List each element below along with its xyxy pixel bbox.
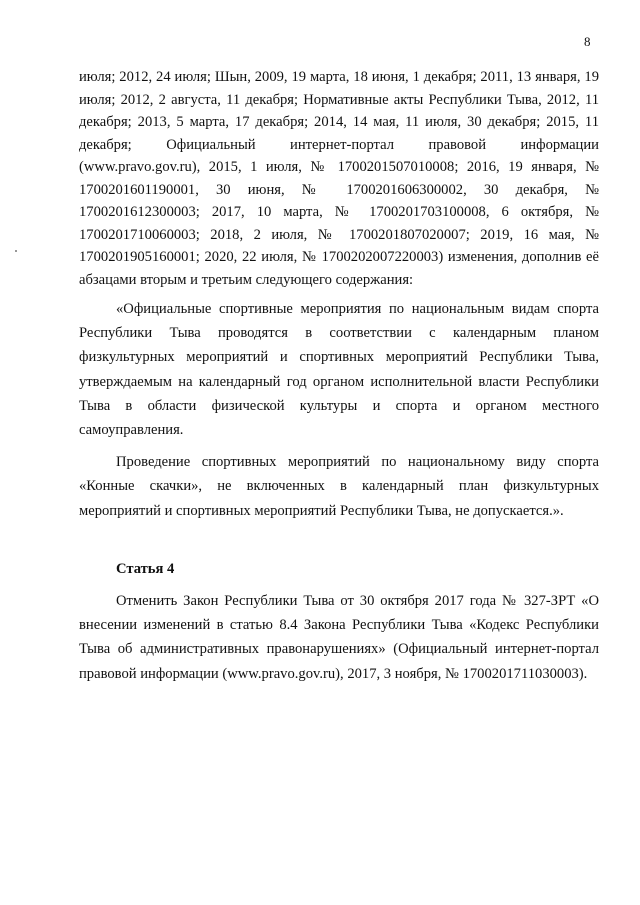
quote-paragraph-1: «Официальные спортивные мероприятия по национальным видам спорта Республики Тыва проводятся в соответствии с календарным планом физкультурных мероприятий и спортивных мероприятий Республики Тыва, утверждаемым на календарный год органом исполнительной власти Республики Тыва в области физической культуры и спорта и органом местного самоуправления.	[79, 301, 599, 439]
document-body	[79, 66, 599, 686]
page-number: 8	[584, 34, 591, 49]
article-paragraph: Отменить Закон Республики Тыва от 30 октября 2017 года № 327-ЗРТ «О внесении изменений в статью 8.4 Закона Республики Тыва «Кодекс Республики Тыва об административных правонарушениях» (Официальный интернет-портал правовой информации (www.pravo.gov.ru), 2017, 3 ноября, № 1700201711030003).	[79, 593, 599, 682]
intro-paragraph: июля; 2012, 24 июля; Шын, 2009, 19 марта, 18 июня, 1 декабря; 2011, 13 января, 19 июля; 2012, 2 августа, 11 декабря; Нормативные акты Республики Тыва, 2012, 11 декабря; 2013, 5 марта, 17 декабря; 2014, 14 мая, 11 июля, 30 декабря; 2015, 11 декабря; Официальный интернет-портал правовой информации (www.pravo.gov.ru), 2015, 1 июля, № 1700201507010008; 2016, 19 января, № 1700201601190001, 30 июня, № 1700201606300002, 30 декабря, № 1700201612300003; 2017, 10 марта, № 1700201703100008, 6 октября, № 1700201710060003; 2018, 2 июля, № 1700201807020007; 2019, 16 мая, № 1700201905160001; 2020, 22 июля, № 1700202007220003) изменения, дополнив её абзацами вторым и третьим следующего содержания:	[79, 69, 599, 288]
article-heading: Статья 4	[116, 560, 175, 577]
margin-mark	[15, 250, 17, 252]
quote-paragraph-2: Проведение спортивных мероприятий по национальному виду спорта «Конные скачки», не включенных в календарный план физкультурных мероприятий и спортивных мероприятий Республики Тыва, не допускается.».	[79, 454, 599, 519]
